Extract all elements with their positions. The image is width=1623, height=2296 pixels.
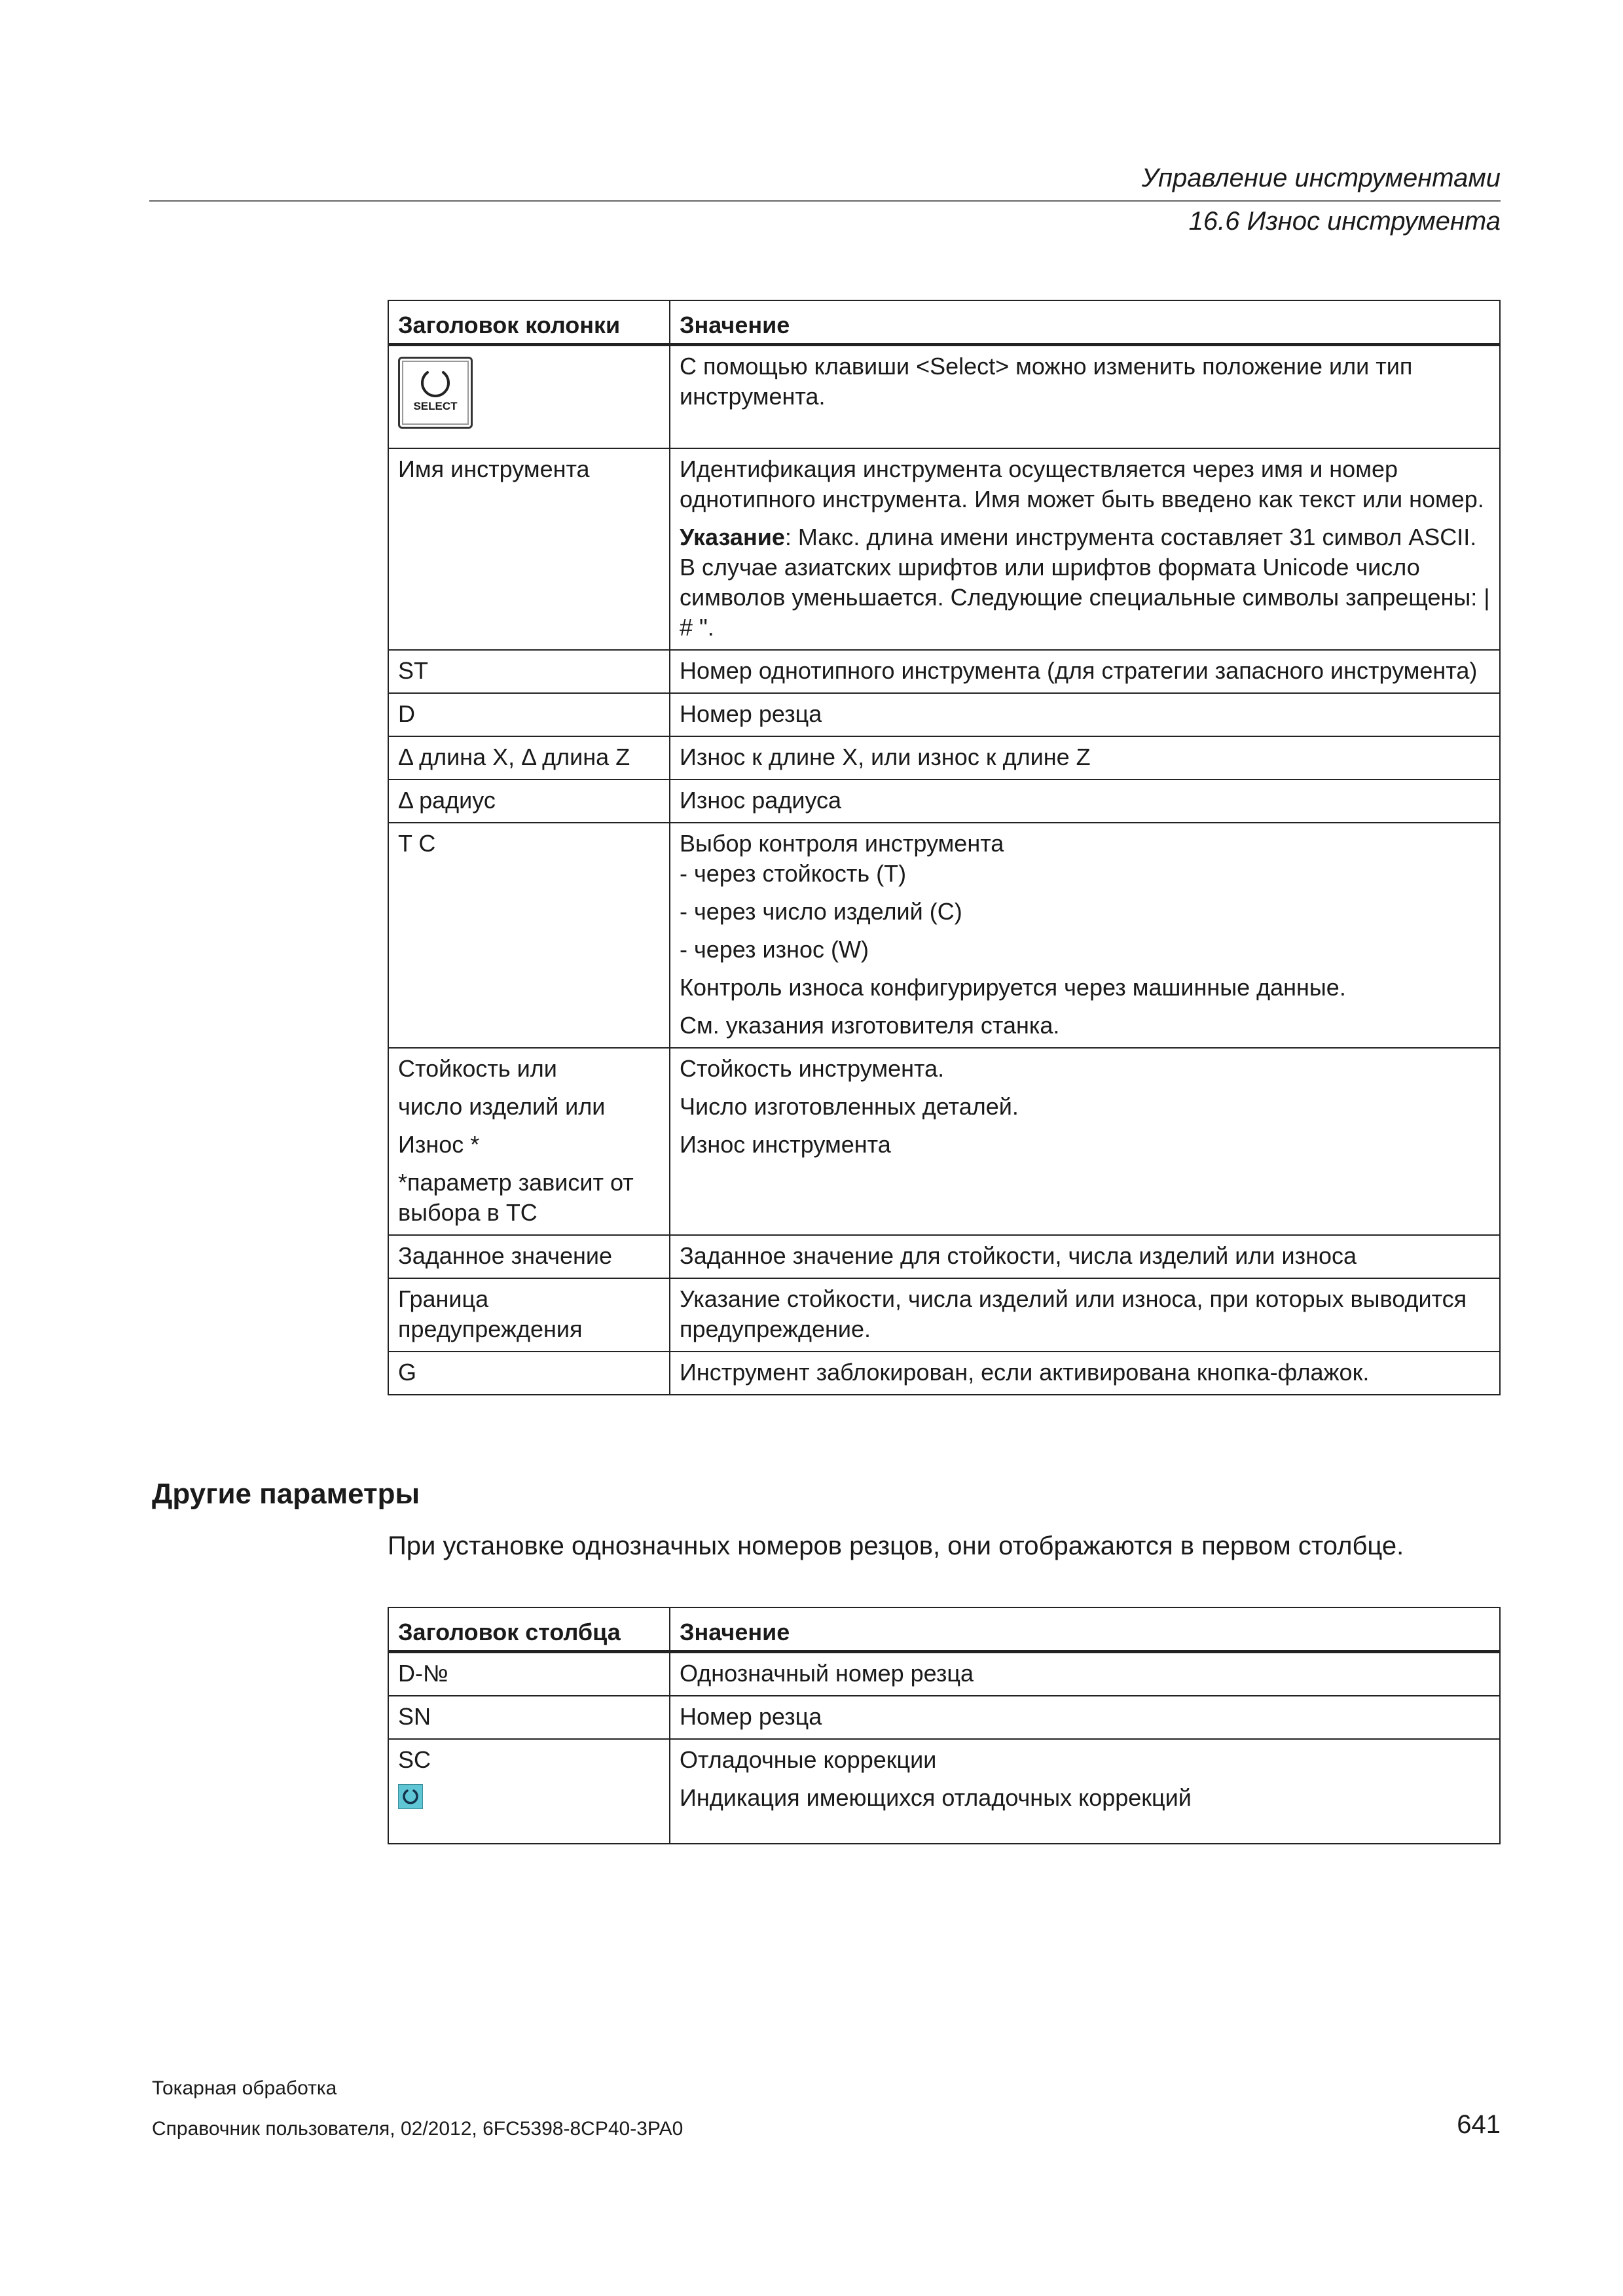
table-row — [388, 693, 1500, 736]
table-cell — [670, 1278, 1500, 1352]
cell-text: D — [398, 700, 415, 727]
cell-text: Стойкость или — [398, 1054, 557, 1082]
cell-text: Заданное значение — [398, 1242, 613, 1269]
table-cell — [388, 823, 670, 1048]
cell-text: См. указания изготовителя станка. — [680, 1011, 1060, 1039]
table-cell — [388, 650, 670, 693]
note-label: Указание — [680, 523, 785, 550]
table-cell — [388, 1278, 670, 1352]
cell-text: Стойкость инструмента. — [680, 1054, 945, 1082]
table-cell — [388, 693, 670, 736]
cell-text: Выбор контроля инструмента — [680, 829, 1004, 857]
cell-text: Номер резца — [680, 1703, 822, 1730]
cell-text: Δ длина X, Δ длина Z — [398, 743, 630, 770]
table-cell — [670, 736, 1500, 780]
section-heading: Другие параметры — [152, 1478, 420, 1510]
cell-text: - через стойкость (T) — [680, 859, 907, 887]
table-cell — [388, 780, 670, 823]
cell-text: Указание стойкости, числа изделий или износа, при которых выводится предупреждение. — [680, 1285, 1467, 1342]
footer-title: Токарная обработка — [152, 2077, 337, 2099]
table-header-row — [388, 1607, 1500, 1652]
table-row — [388, 823, 1500, 1048]
table-row — [388, 650, 1500, 693]
cell-text: - через износ (W) — [680, 935, 869, 963]
table-cell — [670, 1652, 1500, 1696]
cell-text: Износ радиуса — [680, 786, 842, 814]
table-row — [388, 736, 1500, 780]
page-number: 641 — [1457, 2110, 1501, 2139]
cell-text: ST — [398, 656, 429, 684]
table-row — [388, 1739, 1500, 1844]
column-header: Значение — [670, 300, 1500, 345]
table-row — [388, 1652, 1500, 1696]
cell-text: *параметр зависит от выбора в TC — [398, 1168, 634, 1226]
note-text — [680, 522, 1490, 643]
table-cell — [670, 1235, 1500, 1278]
adjustment-offset-icon — [398, 1784, 423, 1809]
cell-text: Износ * — [398, 1130, 480, 1158]
cell-text: Износ инструмента — [680, 1130, 891, 1158]
section-intro: При установке однозначных номеров резцов, они отображаются в первом столбце. — [388, 1532, 1404, 1560]
table-header-row — [388, 300, 1500, 345]
table-row — [388, 1696, 1500, 1739]
table-cell — [670, 448, 1500, 650]
cell-text: D-№ — [398, 1660, 448, 1687]
table-cell — [670, 1696, 1500, 1739]
cell-text: Отладочные коррекции — [680, 1746, 937, 1773]
cell-text: Число изготовленных деталей. — [680, 1092, 1019, 1120]
table-cell — [388, 736, 670, 780]
cell-text: Δ радиус — [398, 786, 496, 814]
table-cell — [670, 823, 1500, 1048]
cell-text: - через число изделий (C) — [680, 897, 962, 925]
table-row — [388, 345, 1500, 448]
table-row — [388, 1352, 1500, 1395]
table-cell — [670, 1352, 1500, 1395]
parameters-table — [388, 300, 1501, 1395]
table-cell — [388, 1235, 670, 1278]
cell-text: Номер резца — [680, 700, 822, 727]
cell-text: Имя инструмента — [398, 455, 590, 482]
cell-text: Однозначный номер резца — [680, 1660, 974, 1687]
table-cell — [388, 1652, 670, 1696]
select-key-icon — [398, 357, 473, 429]
table-cell — [670, 693, 1500, 736]
cell-text: SC — [398, 1746, 431, 1773]
cell-text: Инструмент заблокирован, если активирована кнопка-флажок. — [680, 1358, 1370, 1386]
table-row — [388, 1278, 1500, 1352]
table-cell — [388, 1048, 670, 1235]
table-cell — [388, 1696, 670, 1739]
footer-doc-info: Справочник пользователя, 02/2012, 6FC5398-8CP40-3PA0 — [152, 2118, 684, 2140]
table-row — [388, 780, 1500, 823]
table-cell — [388, 448, 670, 650]
cell-text: число изделий или — [398, 1092, 606, 1120]
table-cell — [670, 1048, 1500, 1235]
select-key-label: SELECT — [413, 400, 458, 412]
cell-text: SN — [398, 1703, 431, 1730]
table-cell — [670, 1739, 1500, 1844]
table-row — [388, 1235, 1500, 1278]
table-cell — [388, 1739, 670, 1844]
table-cell — [670, 780, 1500, 823]
header-rule — [149, 200, 1501, 202]
column-header: Заголовок колонки — [388, 300, 670, 345]
section-title: 16.6 Износ инструмента — [1188, 207, 1501, 236]
chapter-title: Управление инструментами — [1141, 164, 1501, 192]
cell-text: G — [398, 1358, 417, 1386]
cell-text: T C — [398, 829, 436, 857]
column-header: Значение — [670, 1607, 1500, 1652]
table-row — [388, 1048, 1500, 1235]
column-header: Заголовок столбца — [388, 1607, 670, 1652]
cell-text: С помощью клавиши <Select> можно изменить положение или тип инструмента. — [680, 353, 1413, 410]
table-row — [388, 448, 1500, 650]
table-cell — [670, 345, 1500, 448]
table-cell — [670, 650, 1500, 693]
cell-text: Контроль износа конфигурируется через машинные данные. — [680, 973, 1346, 1001]
cell-text: Идентификация инструмента осуществляется через имя и номер однотипного инструмента. Имя может быть введено как текст или номер. — [680, 455, 1484, 512]
note-body: : Макс. длина имени инструмента составляет 31 символ ASCII. В случае азиатских шрифтов или шрифтов формата Unicode число символов уменьшается. Следующие специальные символы запрещены: | # ". — [680, 523, 1490, 641]
table-cell — [388, 1352, 670, 1395]
cell-text: Индикация имеющихся отладочных коррекций — [680, 1784, 1192, 1811]
cutting-edge-table — [388, 1607, 1501, 1844]
table-cell — [388, 345, 670, 448]
cell-text: Номер однотипного инструмента (для стратегии запасного инструмента) — [680, 656, 1478, 684]
cell-text: Граница предупреждения — [398, 1285, 583, 1342]
cell-text: Износ к длине X, или износ к длине Z — [680, 743, 1091, 770]
cell-text: Заданное значение для стойкости, числа изделий или износа — [680, 1242, 1357, 1269]
